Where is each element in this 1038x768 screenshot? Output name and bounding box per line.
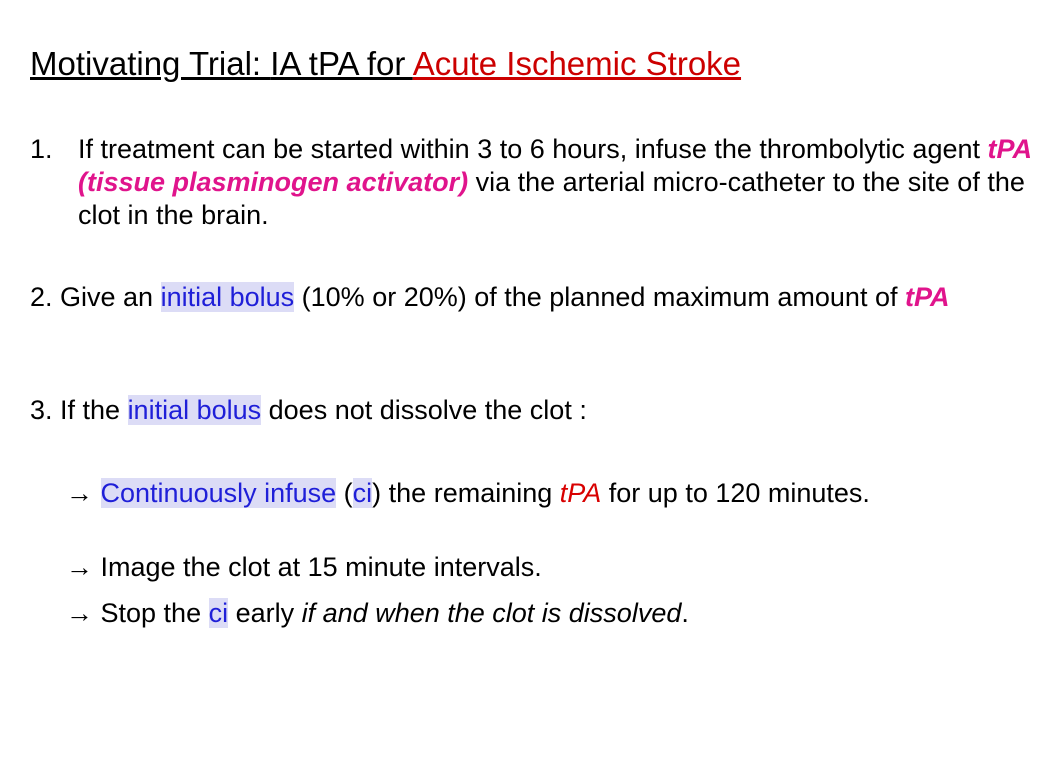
step-2 xyxy=(66,551,966,584)
arrow-icon: → xyxy=(66,598,101,628)
item-3-text-b: does not dissolve the clot : xyxy=(261,395,587,425)
arrow-icon: → xyxy=(66,478,101,508)
item-2 xyxy=(30,281,1026,314)
step-3-end: . xyxy=(681,598,689,628)
item-1-text-a: If treatment can be started within 3 to 6 hours, infuse the thrombolytic agent xyxy=(78,134,988,164)
title-part2: Acute Ischemic Stroke xyxy=(412,45,742,82)
item-1-highlight: tPA (tissue plasminogen activator) xyxy=(78,134,1031,197)
arrow-icon: → xyxy=(66,552,101,582)
step-3-text-a: Stop the xyxy=(100,598,209,628)
step-3-text-b: early xyxy=(228,598,302,628)
item-3-highlight: initial bolus xyxy=(127,395,262,425)
step-2-text: Image the clot at 15 minute intervals. xyxy=(100,552,542,582)
step-1 xyxy=(66,477,966,510)
step-3 xyxy=(66,597,966,630)
slide-title xyxy=(30,44,741,84)
step-1-text-c: for up to 120 minutes. xyxy=(601,478,870,508)
item-1-number: 1. xyxy=(30,134,53,164)
step-1-drug: tPA xyxy=(559,478,602,508)
step-1-highlight: Continuously infuse xyxy=(100,478,337,508)
title-part1: IA tPA for xyxy=(270,45,413,82)
step-3-condition: if and when the clot is dissolved xyxy=(301,598,682,628)
title-prefix: Motivating Trial: xyxy=(30,45,271,82)
item-3-text-a: 3. If the xyxy=(30,395,128,425)
item-2-text-b: (10% or 20%) of the planned maximum amount of xyxy=(294,282,905,312)
item-3 xyxy=(30,394,990,427)
step-3-abbr: ci xyxy=(208,598,229,628)
item-2-text-a: 2. Give an xyxy=(30,282,161,312)
step-1-abbr: ci xyxy=(352,478,373,508)
step-1-text-b: ) the remaining xyxy=(372,478,560,508)
item-2-highlight: initial bolus xyxy=(160,282,295,312)
step-1-open-paren: ( xyxy=(336,478,353,508)
item-1-text-b: via the arterial micro-catheter to the site of the clot in the brain. xyxy=(78,167,1025,230)
item-1 xyxy=(30,133,1038,232)
item-2-drug: tPA xyxy=(904,282,950,312)
